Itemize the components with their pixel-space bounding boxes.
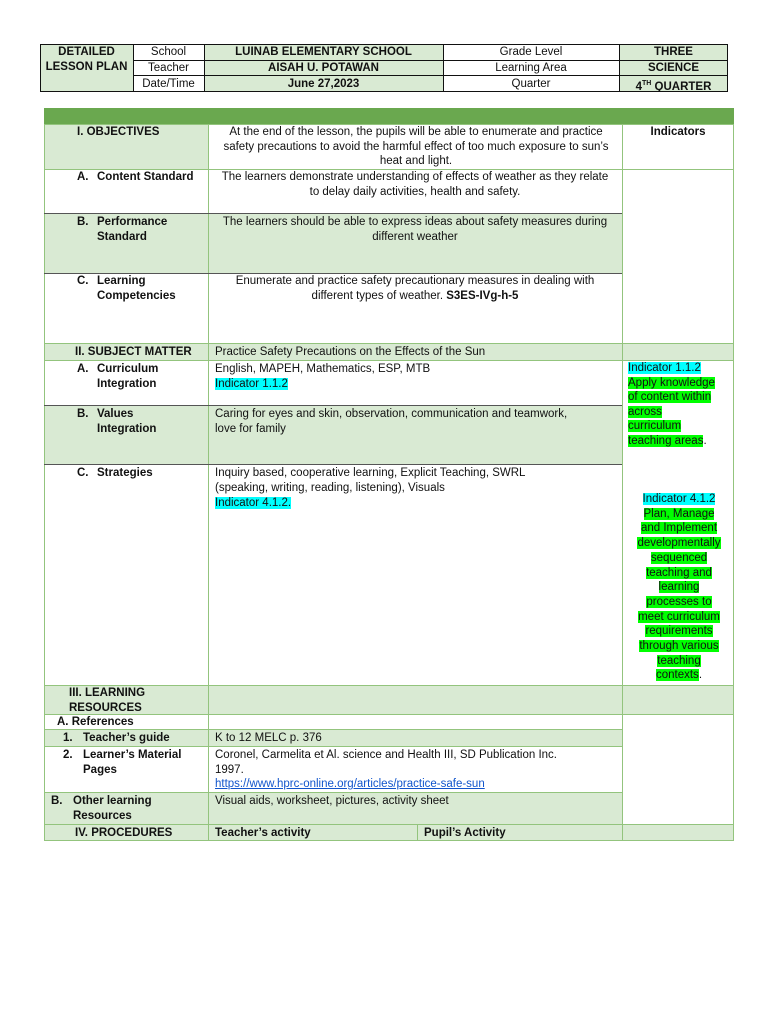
- learning-competencies-letter: C.: [77, 275, 89, 287]
- other-resources-label-1: Other learning: [73, 795, 152, 807]
- table-top-bar: [44, 108, 734, 124]
- learners-material-label-1: Learner’s Material: [83, 749, 182, 761]
- strategies-indicator: Indicator 4.1.2.: [215, 497, 292, 509]
- values-integration-label-1: Values: [97, 408, 134, 420]
- quarter-value: 4TH QUARTER: [635, 80, 712, 92]
- learning-resources-label-1: III. LEARNING: [69, 687, 146, 699]
- learning-competencies-label-1: Learning: [97, 275, 146, 287]
- objectives-label: I. OBJECTIVES: [77, 126, 160, 138]
- content-standard-letter: A.: [77, 171, 89, 183]
- teacher-value: AISAH U. POTAWAN: [268, 62, 379, 74]
- indicator-note-1: Indicator 1.1.2 Apply knowledge of content within across curriculum teaching areas.: [628, 362, 715, 447]
- performance-standard-label-2: Standard: [97, 231, 147, 243]
- learning-competencies-text: Enumerate and practice safety precautionary measures in dealing with different types of weather. S3ES-IVg-h-5: [235, 275, 595, 302]
- learning-resources-label-2: RESOURCES: [69, 702, 142, 714]
- indicator-note-2-title: Indicator 4.1.2: [642, 493, 716, 505]
- datetime-value: June 27,2023: [287, 78, 360, 90]
- learning-competencies-label-2: Competencies: [97, 290, 176, 302]
- indicator-note-1-title: Indicator 1.1.2: [628, 362, 701, 374]
- learning-area-value: SCIENCE: [647, 62, 700, 74]
- resource-link[interactable]: https://www.hprc-online.org/articles/practice-safe-sun: [215, 778, 485, 790]
- performance-standard-letter: B.: [77, 216, 89, 228]
- objectives-text: At the end of the lesson, the pupils will be able to enumerate and practice safety precautions to avoid the harmful effect of too much exposure to sun’s heat and light.: [223, 126, 609, 168]
- indicator-note-2: Indicator 4.1.2 Plan, Manage and Implement developmentally sequenced teaching and learning processes to meet curriculum requirements through various teaching contexts.: [637, 493, 721, 682]
- pupil-activity-header: Pupil’s Activity: [424, 827, 506, 839]
- learning-area-label: Learning Area: [495, 62, 567, 74]
- strategies-text-2: (speaking, writing, reading, listening), Visuals: [215, 482, 445, 494]
- teachers-guide-number: 1.: [63, 732, 73, 744]
- values-integration-label-2: Integration: [97, 423, 157, 435]
- other-resources-letter: B.: [51, 795, 63, 807]
- curriculum-integration-indicator: Indicator 1.1.2: [215, 378, 288, 390]
- performance-standard-text: The learners should be able to express ideas about safety measures during different weather: [222, 216, 608, 243]
- datetime-label: Date/Time: [142, 78, 195, 90]
- other-resources-value: Visual aids, worksheet, pictures, activity sheet: [215, 795, 449, 807]
- learners-material-link-cell: [210, 776, 622, 792]
- values-integration-text-2: love for family: [215, 423, 286, 435]
- content-standard-label: Content Standard: [97, 171, 194, 183]
- teachers-guide-label: Teacher’s guide: [83, 732, 170, 744]
- grade-level-value: THREE: [654, 46, 693, 58]
- learners-material-label-2: Pages: [83, 764, 117, 776]
- lesson-plan-title-line2: LESSON PLAN: [45, 61, 128, 73]
- grade-level-label: Grade Level: [499, 46, 563, 58]
- strategies-letter: C.: [77, 467, 89, 479]
- content-standard-text: The learners demonstrate understanding of effects of weather as they relate to delay daily activities, health and safety.: [221, 171, 609, 198]
- indicators-header: Indicators: [650, 126, 706, 138]
- procedures-label: IV. PROCEDURES: [75, 827, 173, 839]
- learners-material-number: 2.: [63, 749, 73, 761]
- values-integration-text-1: Caring for eyes and skin, observation, communication and teamwork,: [215, 408, 568, 420]
- values-integration-letter: B.: [77, 408, 89, 420]
- teacher-label: Teacher: [148, 62, 189, 74]
- strategies-label: Strategies: [97, 467, 153, 479]
- curriculum-integration-label-2: Integration: [97, 378, 157, 390]
- references-label: A. References: [57, 716, 134, 728]
- other-resources-label-2: Resources: [73, 810, 132, 822]
- strategies-text-1: Inquiry based, cooperative learning, Explicit Teaching, SWRL: [215, 467, 526, 479]
- subject-matter-text: Practice Safety Precautions on the Effects of the Sun: [215, 346, 486, 358]
- learners-material-text-2: 1997.: [215, 764, 244, 776]
- performance-standard-label-1: Performance: [97, 216, 168, 228]
- curriculum-integration-letter: A.: [77, 363, 89, 375]
- curriculum-integration-label-1: Curriculum: [97, 363, 159, 375]
- lesson-plan-title-line1: DETAILED: [58, 46, 115, 58]
- subject-matter-label: II. SUBJECT MATTER: [75, 346, 192, 358]
- quarter-label: Quarter: [511, 78, 551, 90]
- teachers-guide-value: K to 12 MELC p. 376: [215, 732, 322, 744]
- learners-material-text-1: Coronel, Carmelita et Al. science and Health III, SD Publication Inc.: [215, 749, 557, 761]
- school-label: School: [150, 46, 187, 58]
- school-value: LUINAB ELEMENTARY SCHOOL: [235, 46, 412, 58]
- competency-code: S3ES-IVg-h-5: [446, 289, 519, 302]
- curriculum-integration-text: English, MAPEH, Mathematics, ESP, MTB: [215, 363, 431, 375]
- teacher-activity-header: Teacher’s activity: [215, 827, 311, 839]
